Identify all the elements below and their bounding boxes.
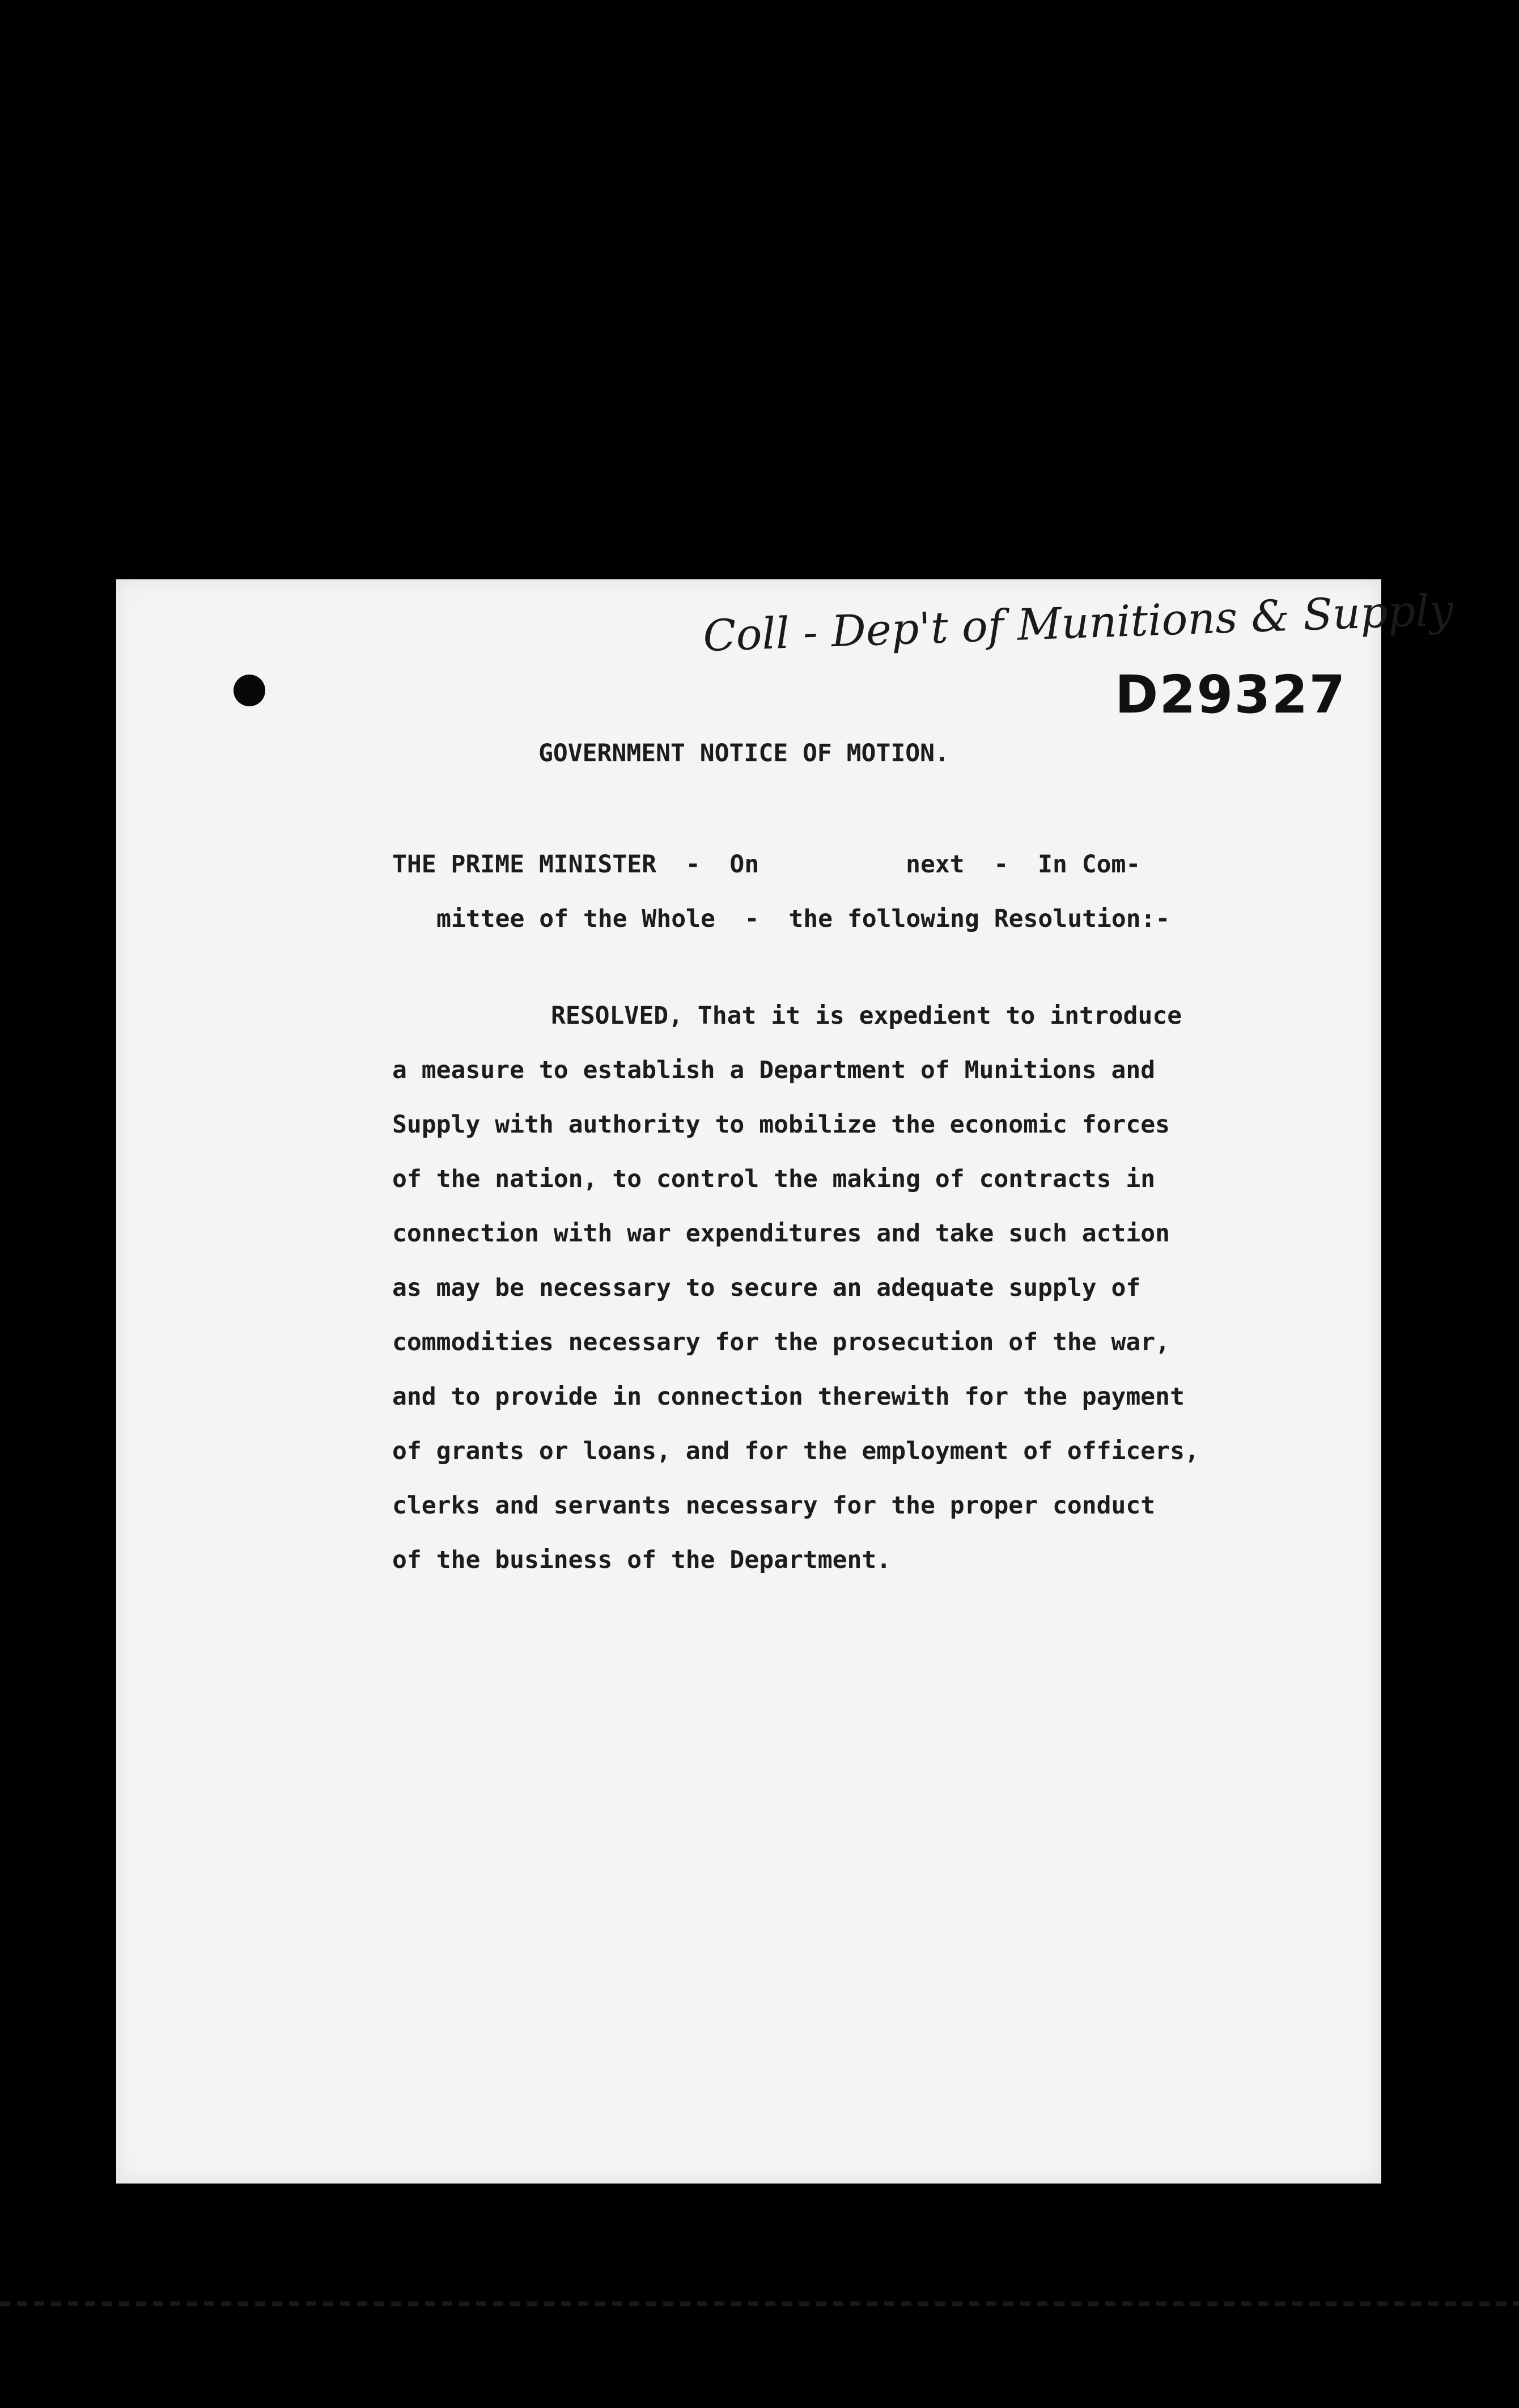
resolution-line: a measure to establish a Department of Munitions and bbox=[392, 1056, 1156, 1084]
resolution-line: and to provide in connection therewith for the payment bbox=[392, 1383, 1185, 1411]
notice-title: GOVERNMENT NOTICE OF MOTION. bbox=[538, 739, 949, 768]
resolution-line: RESOLVED, That it is expedient to introduce bbox=[551, 1002, 1182, 1030]
resolution-line: as may be necessary to secure an adequate supply of bbox=[392, 1274, 1141, 1302]
resolution-line: connection with war expenditures and take such action bbox=[392, 1219, 1170, 1248]
punch-hole bbox=[234, 675, 265, 706]
resolution-line: clerks and servants necessary for the proper conduct bbox=[392, 1491, 1156, 1520]
resolution-line: of the business of the Department. bbox=[392, 1546, 892, 1574]
resolution-text bbox=[392, 989, 1299, 1587]
resolution-line: of grants or loans, and for the employment of officers, bbox=[392, 1437, 1199, 1465]
motion-line-2: mittee of the Whole - the following Resolution:- bbox=[436, 905, 1170, 933]
film-strip-edge bbox=[0, 2301, 1519, 2306]
document-number-stamp: D29327 bbox=[1115, 664, 1347, 725]
resolution-line: of the nation, to control the making of contracts in bbox=[392, 1165, 1156, 1193]
resolution-line: commodities necessary for the prosecution of the war, bbox=[392, 1328, 1170, 1356]
handwritten-annotation: Coll - Dep't of Munitions & Supply bbox=[702, 584, 1454, 662]
motion-line-1: THE PRIME MINISTER - On next - In Com- bbox=[392, 850, 1141, 879]
document-page bbox=[116, 579, 1454, 2184]
resolution-line: Supply with authority to mobilize the economic forces bbox=[392, 1110, 1170, 1139]
